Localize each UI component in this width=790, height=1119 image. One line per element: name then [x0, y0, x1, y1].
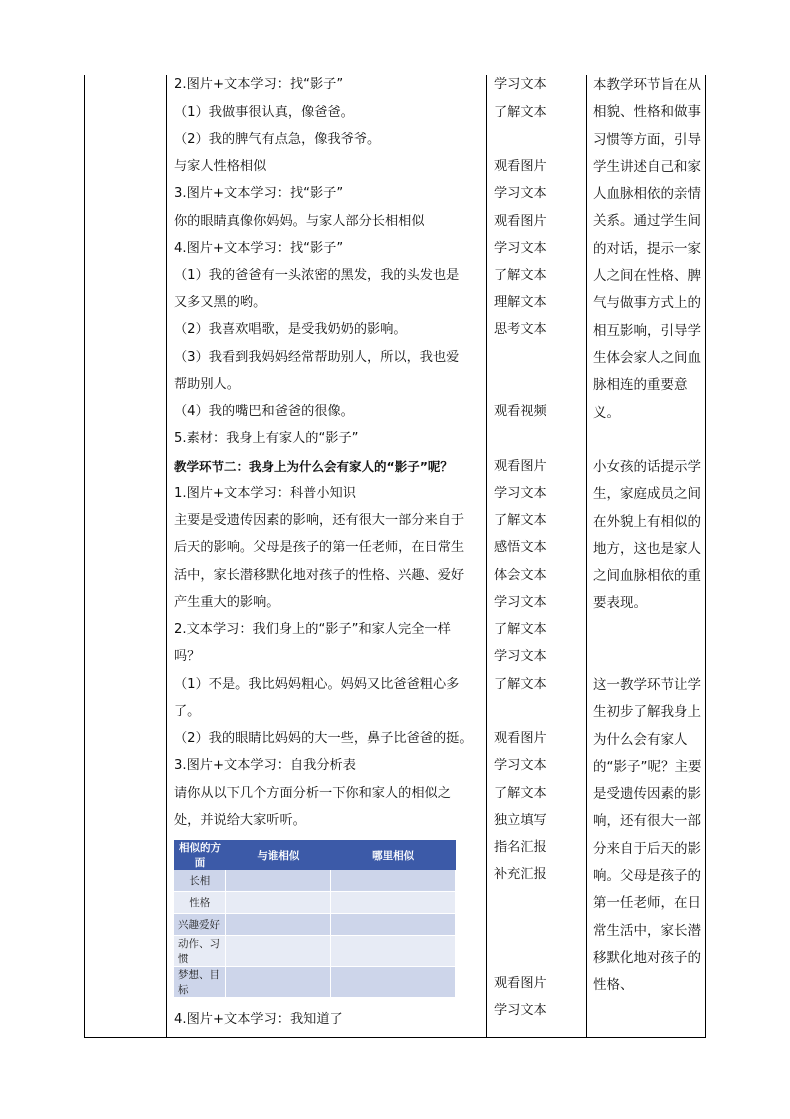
activity-item: 指名汇报: [494, 840, 547, 855]
activity-item: 感悟文本: [494, 540, 547, 555]
content-line: 2.文本学习：我们身上的“影子”和家人完全一样: [174, 622, 451, 637]
activity-item: 了解文本: [494, 677, 547, 692]
table-row: [174, 892, 456, 914]
content-line: 你的眼睛真像你妈妈。与家人部分长相相似: [174, 214, 425, 229]
content-line: 处，并说给大家听听。: [174, 813, 306, 828]
table-header: 哪里相似: [331, 840, 456, 870]
row-label: 性格: [174, 892, 226, 914]
activity-item: 观看图片: [494, 214, 547, 229]
activity-item: 了解文本: [494, 622, 547, 637]
activity-item: 观看图片: [494, 459, 547, 474]
content-line: 了。: [174, 704, 201, 719]
activity-item: 了解文本: [494, 513, 547, 528]
row-label: 梦想、目标: [174, 967, 226, 998]
content-line: 2.图片+文本学习：找“影子”: [174, 77, 344, 92]
activity-item: 学习文本: [494, 486, 547, 501]
table-row: [174, 967, 456, 998]
content-line: 请你从以下几个方面分析一下你和家人的相似之: [174, 786, 451, 801]
content-line: （2）我喜欢唱歌，是受我奶奶的影响。: [174, 322, 407, 337]
activity-item: 学习文本: [494, 77, 547, 92]
row-label: 兴趣爱好: [174, 914, 226, 936]
content-line: （3）我看到我妈妈经常帮助别人，所以，我也爱: [174, 350, 460, 365]
activity-item: 学习文本: [494, 649, 547, 664]
activity-item: 学习文本: [494, 1003, 547, 1018]
activity-item: 观看图片: [494, 976, 547, 991]
content-line: 活中，家长潜移默化地对孩子的性格、兴趣、爱好: [174, 568, 465, 583]
content-line: 吗？: [174, 649, 201, 664]
content-line: 5.素材：我身上有家人的“影子”: [174, 431, 359, 446]
content-line: （2）我的眼睛比妈妈的大一些，鼻子比爸爸的挺。: [174, 731, 473, 746]
row-label: 长相: [174, 870, 226, 892]
table-header: 相似的方面: [174, 840, 226, 870]
content-line: 1.图片+文本学习：科普小知识: [174, 486, 356, 501]
content-line: 3.图片+文本学习：找“影子”: [174, 186, 344, 201]
activity-item: 思考文本: [494, 322, 547, 337]
table-border-left: [84, 75, 85, 1038]
activity-item: 了解文本: [494, 268, 547, 283]
content-line: （2）我的脾气有点急，像我爷爷。: [174, 132, 381, 147]
content-line: 后天的影响。父母是孩子的第一任老师，在日常生: [174, 540, 465, 555]
design-intent-block-2: 小女孩的话提示学生，家庭成员之间在外貌上有相似的地方，这也是家人之间血脉相依的重要表现。: [593, 459, 701, 612]
activity-item: 了解文本: [494, 786, 547, 801]
activity-item: 体会文本: [494, 568, 547, 583]
content-line: （4）我的嘴巴和爸爸的很像。: [174, 404, 354, 419]
content-line: 4.图片+文本学习：找“影子”: [174, 241, 344, 256]
row-label: 动作、习惯: [174, 936, 226, 967]
table-header: 与谁相似: [226, 840, 331, 870]
design-intent-block-3: 这一教学环节让学生初步了解我身上为什么会有家人的“影子”呢？主要是受遗传因素的影响，还有很大一部分来自于后天的影响。父母是孩子的第一任老师，在日常生活中，家长潜移默化地对孩子的性格、: [593, 677, 702, 994]
content-line: 帮助别人。: [174, 377, 240, 392]
content-line: 又多又黑的哟。: [174, 295, 267, 310]
activity-item: 独立填写: [494, 813, 547, 828]
content-line: 主要是受遗传因素的影响，还有很大一部分来自于: [174, 513, 465, 528]
content-line: （1）不是。我比妈妈粗心。妈妈又比爸爸粗心多: [174, 677, 460, 692]
content-line: 4.图片+文本学习：我知道了: [174, 1012, 343, 1027]
design-intent-block-1: 本教学环节旨在从相貌、性格和做事习惯等方面，引导学生讲述自己和家人血脉相依的亲情关系。通过学生间的对话，提示一家人之间在性格、脾气与做事方式上的相互影响，引导学生体会家人之间血脉相连的重要意义。: [593, 77, 701, 421]
self-analysis-table: [174, 840, 456, 998]
activity-item: 学习文本: [494, 186, 547, 201]
content-line: （1）我的爸爸有一头浓密的黑发，我的头发也是: [174, 268, 460, 283]
table-border-right: [705, 75, 706, 1038]
activity-item: 观看图片: [494, 731, 547, 746]
content-line: （1）我做事很认真，像爸爸。: [174, 105, 354, 120]
activity-item: 学习文本: [494, 241, 547, 256]
content-line: 与家人性格相似: [174, 159, 267, 174]
table-border-bottom: [84, 1037, 706, 1038]
content-line: 产生重大的影响。: [174, 595, 280, 610]
section-heading: 教学环节二：我身上为什么会有家人的“影子”呢？: [174, 459, 453, 474]
activity-item: 学习文本: [494, 595, 547, 610]
table-row: [174, 914, 456, 936]
table-divider-2: [486, 75, 487, 1038]
activity-item: 理解文本: [494, 295, 547, 310]
content-line: 3.图片+文本学习：自我分析表: [174, 758, 356, 773]
table-row: [174, 870, 456, 892]
activity-item: 学习文本: [494, 758, 547, 773]
activity-item: 观看图片: [494, 159, 547, 174]
activity-item: 补充汇报: [494, 867, 547, 882]
table-row: [174, 936, 456, 967]
activity-item: 了解文本: [494, 105, 547, 120]
table-divider-1: [166, 75, 167, 1038]
activity-item: 观看视频: [494, 404, 547, 419]
table-divider-3: [586, 75, 587, 1038]
